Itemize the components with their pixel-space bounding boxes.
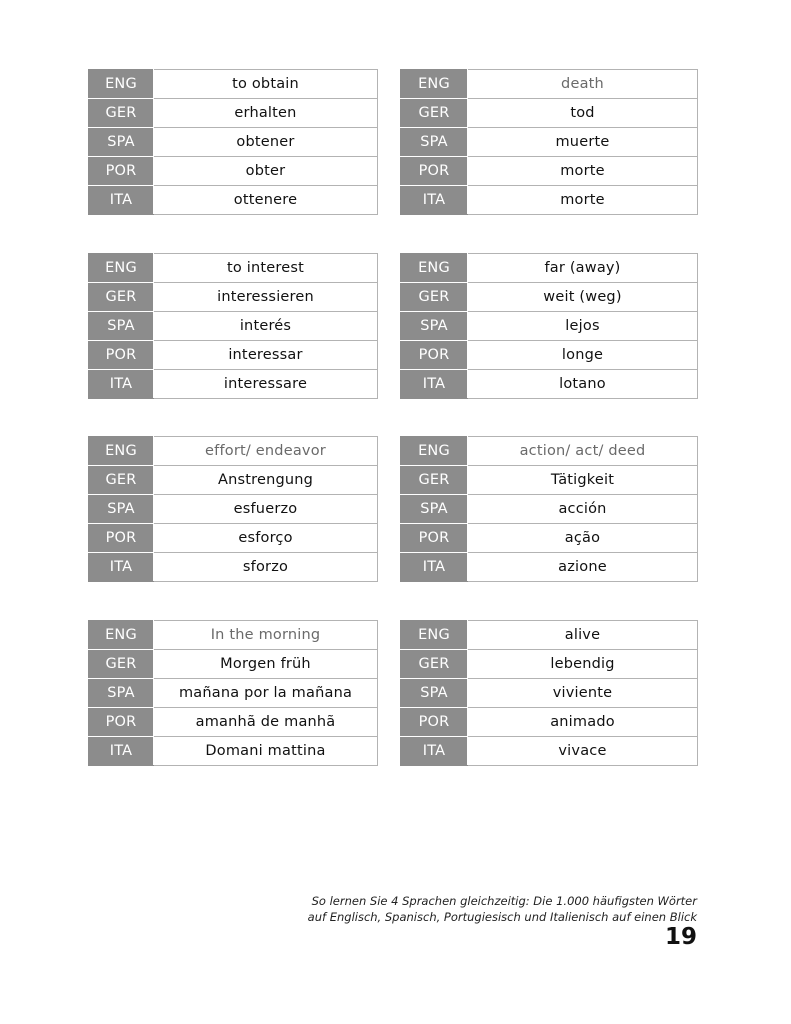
lang-label: ITA <box>401 553 468 582</box>
word-cell: mañana por la mañana <box>154 679 378 708</box>
lang-label: ITA <box>401 370 468 399</box>
vocab-row-spa <box>401 128 698 157</box>
word-cell: interessar <box>154 341 378 370</box>
lang-label: GER <box>401 466 468 495</box>
vocab-card-far-away <box>400 253 698 399</box>
word-cell: death <box>468 70 698 99</box>
footer-caption-line1: So lernen Sie 4 Sprachen gleichzeitig: Die 1.000 häufigsten Wörter <box>311 894 697 908</box>
vocab-row-ita <box>89 186 378 215</box>
vocab-row-spa <box>89 312 378 341</box>
word-cell: Morgen früh <box>154 650 378 679</box>
vocab-row-ita <box>401 553 698 582</box>
word-cell: In the morning <box>154 621 378 650</box>
word-cell: Tätigkeit <box>468 466 698 495</box>
vocab-row-ita <box>89 737 378 766</box>
word-cell: weit (weg) <box>468 283 698 312</box>
vocab-row-por <box>89 524 378 553</box>
vocab-card-action <box>400 436 698 582</box>
lang-label: GER <box>89 283 154 312</box>
word-cell: animado <box>468 708 698 737</box>
lang-label: GER <box>401 99 468 128</box>
vocab-row-ita <box>89 370 378 399</box>
vocab-card-to-interest <box>88 253 378 399</box>
vocab-card-to-obtain <box>88 69 378 215</box>
lang-label: ENG <box>89 70 154 99</box>
vocab-card-in-the-morning <box>88 620 378 766</box>
lang-label: SPA <box>401 495 468 524</box>
lang-label: POR <box>401 157 468 186</box>
vocab-row-ger <box>401 650 698 679</box>
lang-label: POR <box>401 341 468 370</box>
vocab-row-eng <box>401 254 698 283</box>
word-cell: alive <box>468 621 698 650</box>
lang-label: ITA <box>89 737 154 766</box>
vocab-row-eng <box>89 437 378 466</box>
vocab-row-ger <box>401 283 698 312</box>
lang-label: ITA <box>89 186 154 215</box>
word-cell: interessieren <box>154 283 378 312</box>
word-cell: ottenere <box>154 186 378 215</box>
word-cell: esforço <box>154 524 378 553</box>
word-cell: tod <box>468 99 698 128</box>
word-cell: lejos <box>468 312 698 341</box>
vocab-row-ita <box>89 553 378 582</box>
vocab-row-eng <box>89 254 378 283</box>
word-cell: action/ act/ deed <box>468 437 698 466</box>
lang-label: SPA <box>401 679 468 708</box>
lang-label: POR <box>89 708 154 737</box>
vocab-row-eng <box>401 621 698 650</box>
lang-label: POR <box>89 524 154 553</box>
word-cell: interés <box>154 312 378 341</box>
word-cell: esfuerzo <box>154 495 378 524</box>
vocab-row-ita <box>401 370 698 399</box>
vocab-row-por <box>89 341 378 370</box>
vocab-row-ger <box>401 99 698 128</box>
vocab-row-ger <box>89 650 378 679</box>
lang-label: SPA <box>89 312 154 341</box>
lang-label: POR <box>89 157 154 186</box>
word-cell: azione <box>468 553 698 582</box>
lang-label: ENG <box>89 254 154 283</box>
vocab-row-ita <box>401 737 698 766</box>
word-cell: ação <box>468 524 698 553</box>
lang-label: ENG <box>401 437 468 466</box>
word-cell: morte <box>468 186 698 215</box>
vocab-row-eng <box>89 70 378 99</box>
lang-label: ENG <box>401 70 468 99</box>
vocab-card-effort <box>88 436 378 582</box>
vocab-card-alive <box>400 620 698 766</box>
vocab-row-spa <box>401 312 698 341</box>
vocab-row-spa <box>401 495 698 524</box>
word-cell: lotano <box>468 370 698 399</box>
word-cell: effort/ endeavor <box>154 437 378 466</box>
word-cell: obtener <box>154 128 378 157</box>
page-number: 19 <box>664 924 697 950</box>
word-cell: viviente <box>468 679 698 708</box>
lang-label: SPA <box>89 679 154 708</box>
vocab-row-por <box>89 708 378 737</box>
word-cell: far (away) <box>468 254 698 283</box>
lang-label: POR <box>401 524 468 553</box>
vocab-row-por <box>401 708 698 737</box>
lang-label: SPA <box>89 128 154 157</box>
vocab-row-eng <box>401 437 698 466</box>
word-cell: interessare <box>154 370 378 399</box>
vocab-row-eng <box>401 70 698 99</box>
lang-label: ITA <box>89 370 154 399</box>
vocab-row-ger <box>401 466 698 495</box>
lang-label: GER <box>89 99 154 128</box>
word-cell: muerte <box>468 128 698 157</box>
word-cell: to obtain <box>154 70 378 99</box>
lang-label: ITA <box>401 186 468 215</box>
word-cell: lebendig <box>468 650 698 679</box>
word-cell: obter <box>154 157 378 186</box>
lang-label: POR <box>401 708 468 737</box>
lang-label: GER <box>401 650 468 679</box>
word-cell: Domani mattina <box>154 737 378 766</box>
vocab-row-por <box>401 341 698 370</box>
lang-label: GER <box>89 650 154 679</box>
word-cell: amanhã de manhã <box>154 708 378 737</box>
lang-label: ENG <box>401 254 468 283</box>
vocab-row-spa <box>401 679 698 708</box>
word-cell: morte <box>468 157 698 186</box>
lang-label: ITA <box>89 553 154 582</box>
vocab-card-death <box>400 69 698 215</box>
vocab-row-spa <box>89 128 378 157</box>
vocab-row-ger <box>89 466 378 495</box>
lang-label: SPA <box>89 495 154 524</box>
vocab-row-por <box>89 157 378 186</box>
lang-label: ITA <box>401 737 468 766</box>
footer-caption-line2: auf Englisch, Spanisch, Portugiesisch und Italienisch auf einen Blick <box>307 910 697 924</box>
vocab-row-spa <box>89 495 378 524</box>
lang-label: ENG <box>89 621 154 650</box>
word-cell: sforzo <box>154 553 378 582</box>
footer-caption <box>308 893 697 925</box>
vocab-row-ita <box>401 186 698 215</box>
lang-label: POR <box>89 341 154 370</box>
lang-label: SPA <box>401 128 468 157</box>
word-cell: longe <box>468 341 698 370</box>
lang-label: ENG <box>401 621 468 650</box>
word-cell: vivace <box>468 737 698 766</box>
lang-label: SPA <box>401 312 468 341</box>
word-cell: acción <box>468 495 698 524</box>
lang-label: GER <box>401 283 468 312</box>
vocab-row-eng <box>89 621 378 650</box>
vocab-row-ger <box>89 99 378 128</box>
vocab-row-por <box>401 524 698 553</box>
word-cell: erhalten <box>154 99 378 128</box>
word-cell: to interest <box>154 254 378 283</box>
vocab-row-spa <box>89 679 378 708</box>
vocab-row-por <box>401 157 698 186</box>
vocab-row-ger <box>89 283 378 312</box>
lang-label: GER <box>89 466 154 495</box>
word-cell: Anstrengung <box>154 466 378 495</box>
lang-label: ENG <box>89 437 154 466</box>
